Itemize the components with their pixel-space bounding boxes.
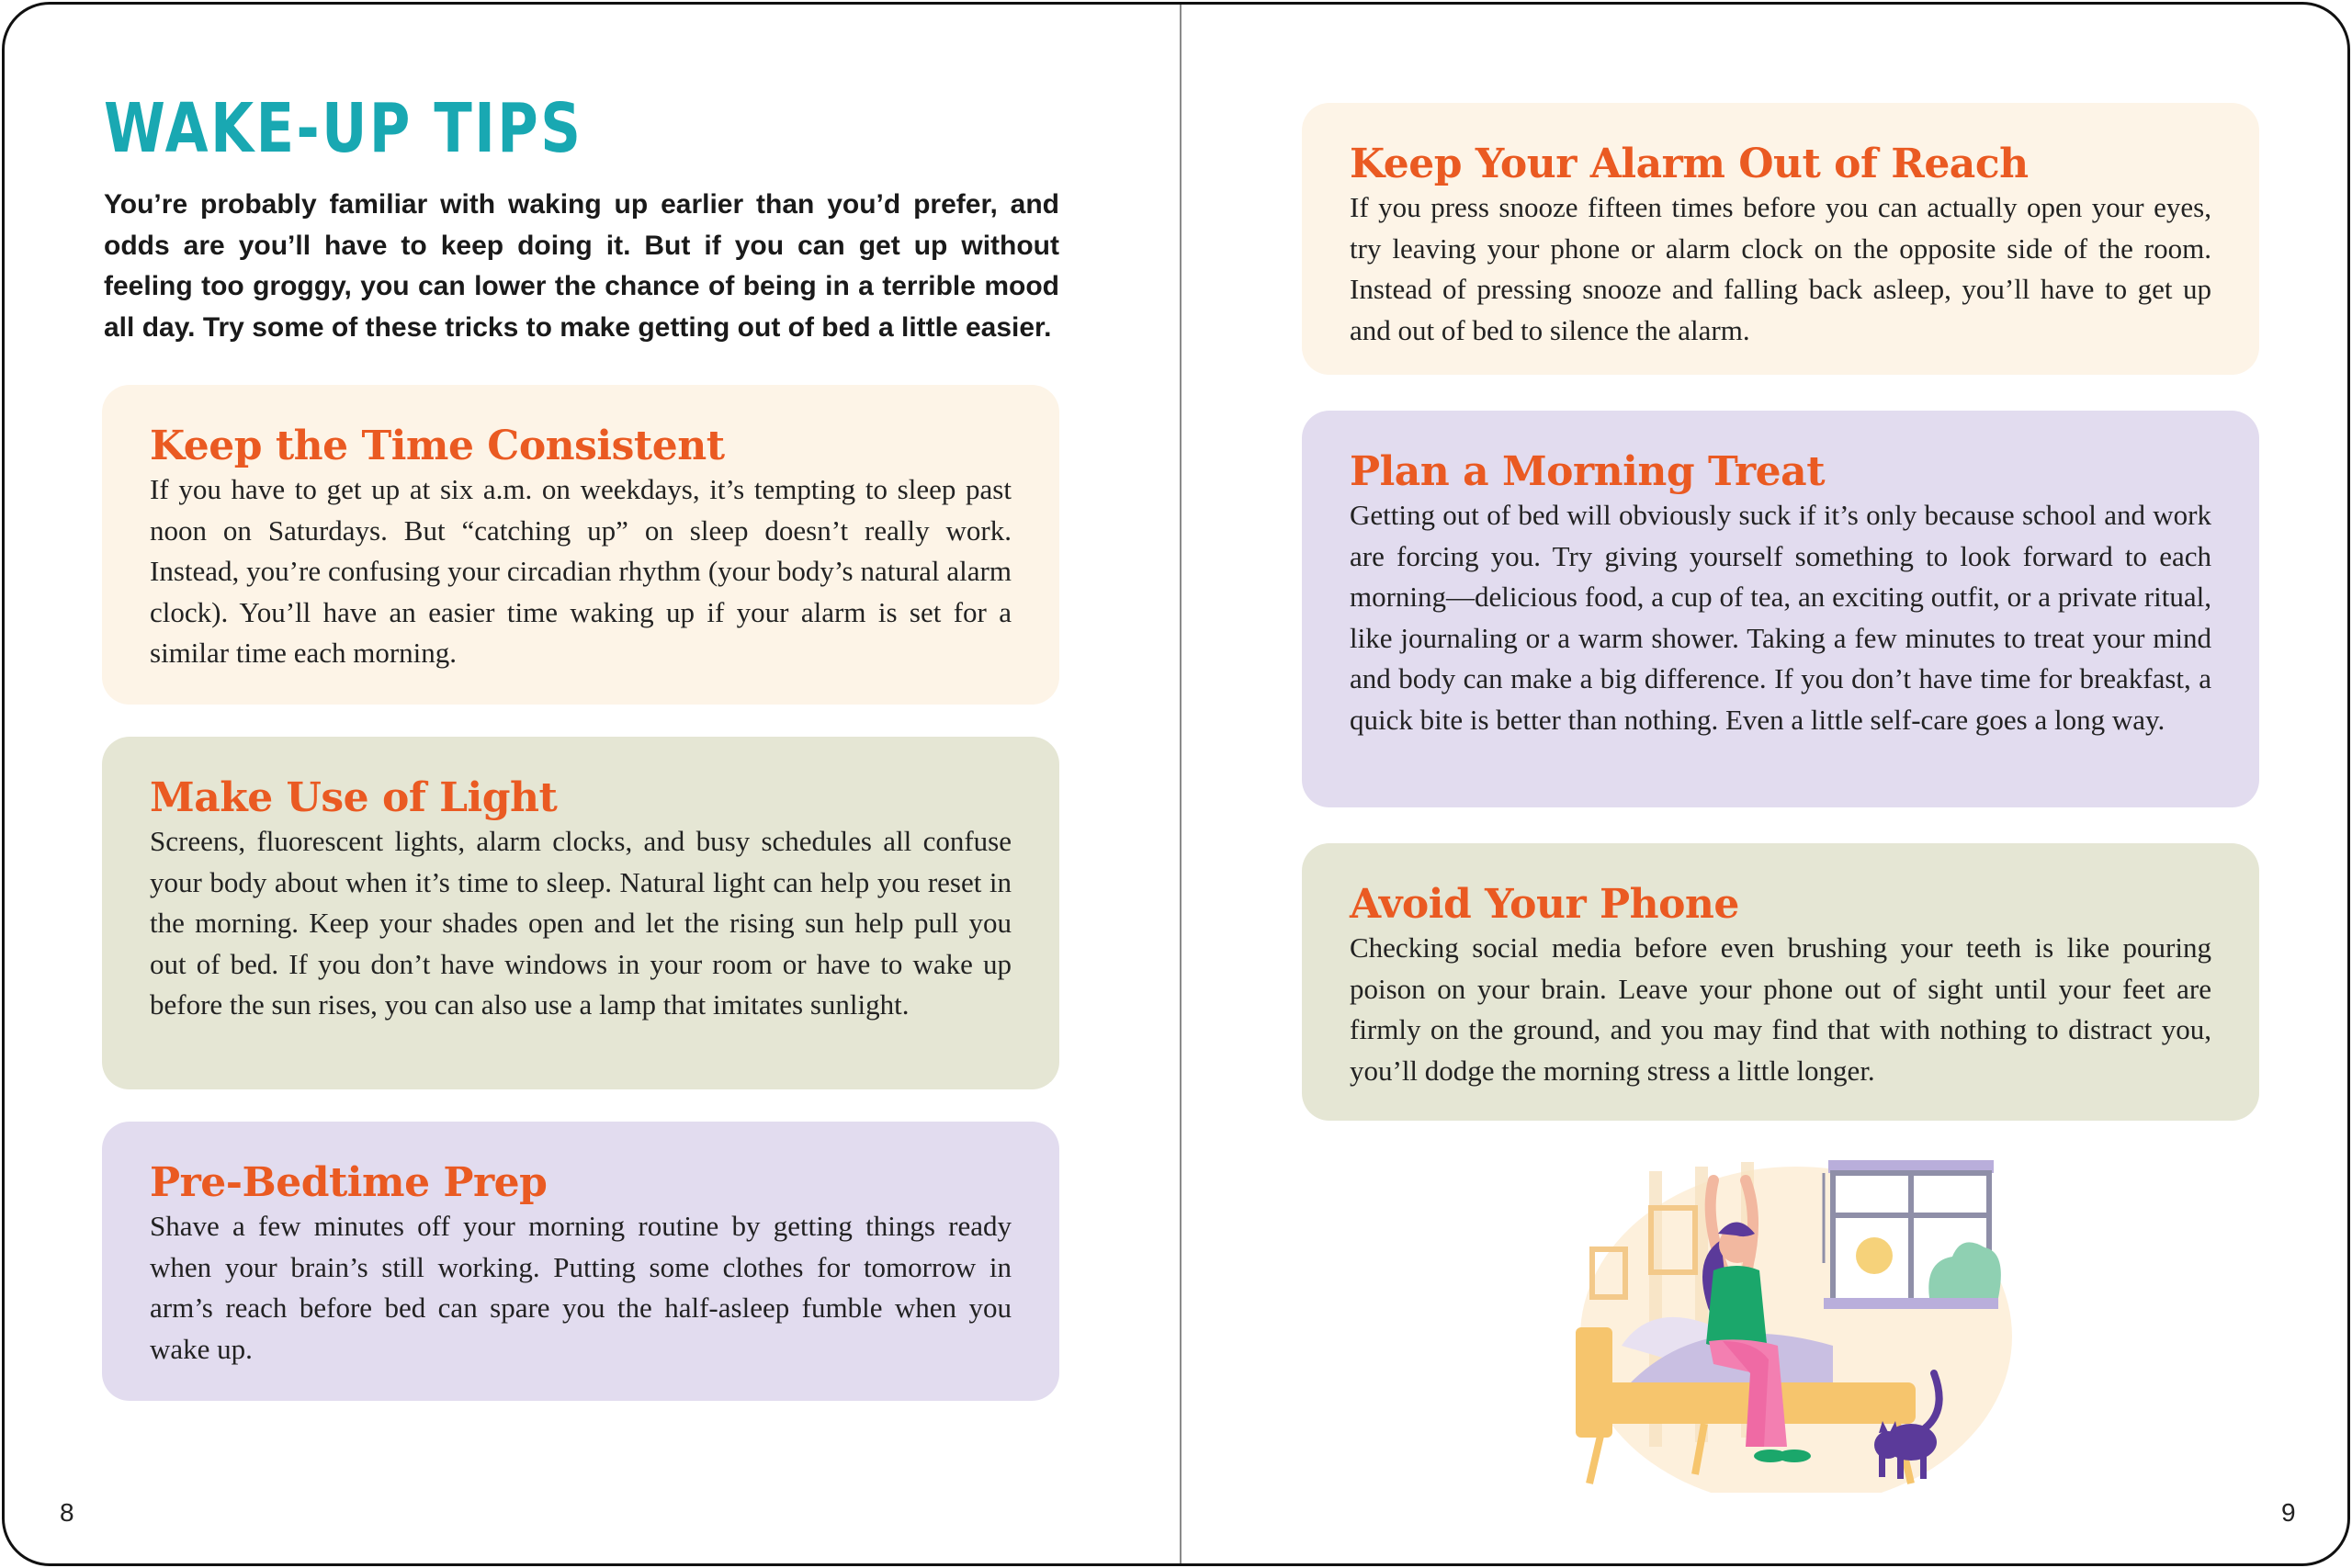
tip-body: Checking social media before even brushing your teeth is like pouring poison on your brain. Leave your phone out of sight until your feet are firmly on the ground, and you may find that with nothing to distract you, you’ll dodge the morning stress a little longer. — [1350, 931, 2211, 1087]
tip-body: Screens, fluorescent lights, alarm clocks, and busy schedules all confuse your body about when it’s time to sleep. Natural light can help you reset in the morning. Keep your shades open and let the rising sun help pull you out of bed. If you don’t have windows in your room or have to wake up before the sun rises, you can also use a lamp that imitates sunlight. — [150, 825, 1012, 1021]
tip-heading: Pre-Bedtime Prep — [150, 1159, 548, 1206]
tip-card-pre-bedtime-prep — [102, 1122, 1059, 1401]
tip-heading: Plan a Morning Treat — [1350, 448, 1826, 495]
tip-card-morning-treat — [1302, 411, 2259, 807]
intro-paragraph: You’re probably familiar with waking up earlier than you’d prefer, and odds are you’ll have to keep doing it. But if you can get up without feeling too groggy, you can lower the chance of being in a terrible mood all day. Try some of these tricks to make getting out of bed a little easier. — [104, 189, 1059, 343]
tip-card-keep-time-consistent — [102, 385, 1059, 705]
tip-heading: Keep the Time Consistent — [150, 423, 725, 469]
page-title: WAKE-UP TIPS — [104, 89, 583, 168]
tip-card-make-use-of-light — [102, 737, 1059, 1089]
tip-body: If you press snooze fifteen times before you can actually open your eyes, try leaving your phone or alarm clock on the opposite side of the room. Instead of pressing snooze and falling back asleep, you’ll have to get up and out of bed to silence the alarm. — [1350, 191, 2211, 346]
tip-body: Getting out of bed will obviously suck if it’s only because school and work are forcing you. Try giving yourself something to look forward to each morning—delicious food, a cup of tea, an exciting outfit, or a private ritual, like journaling or a warm shower. Taking a few minutes to treat your mind and body can make a big difference. If you don’t have time for breakfast, a quick bite is better than nothing. Even a little self-care goes a long way. — [1350, 499, 2211, 736]
book-spread — [2, 2, 2350, 1566]
tip-heading: Make Use of Light — [150, 774, 558, 821]
tip-card-avoid-phone — [1302, 843, 2259, 1121]
page-number-left: 8 — [60, 1498, 74, 1527]
tip-heading: Keep Your Alarm Out of Reach — [1350, 141, 2029, 187]
page-number-right: 9 — [2281, 1498, 2296, 1527]
tip-card-alarm-out-of-reach — [1302, 103, 2259, 375]
page-gutter — [1180, 5, 1182, 1563]
woman-stretching-on-bed-icon — [1566, 1153, 2026, 1493]
tip-heading: Avoid Your Phone — [1350, 881, 1739, 928]
tip-body: If you have to get up at six a.m. on weekdays, it’s tempting to sleep past noon on Saturdays. But “catching up” on sleep doesn’t really work. Instead, you’re confusing your circadian rhythm (your body’s natural alarm clock). You’ll have an easier time waking up if your alarm is set for a similar time each morning. — [150, 473, 1012, 669]
tip-body: Shave a few minutes off your morning routine by getting things ready when your brain’s still working. Putting some clothes for tomorrow in arm’s reach before bed can spare you the half-asleep fumble when you wake up. — [150, 1210, 1012, 1365]
